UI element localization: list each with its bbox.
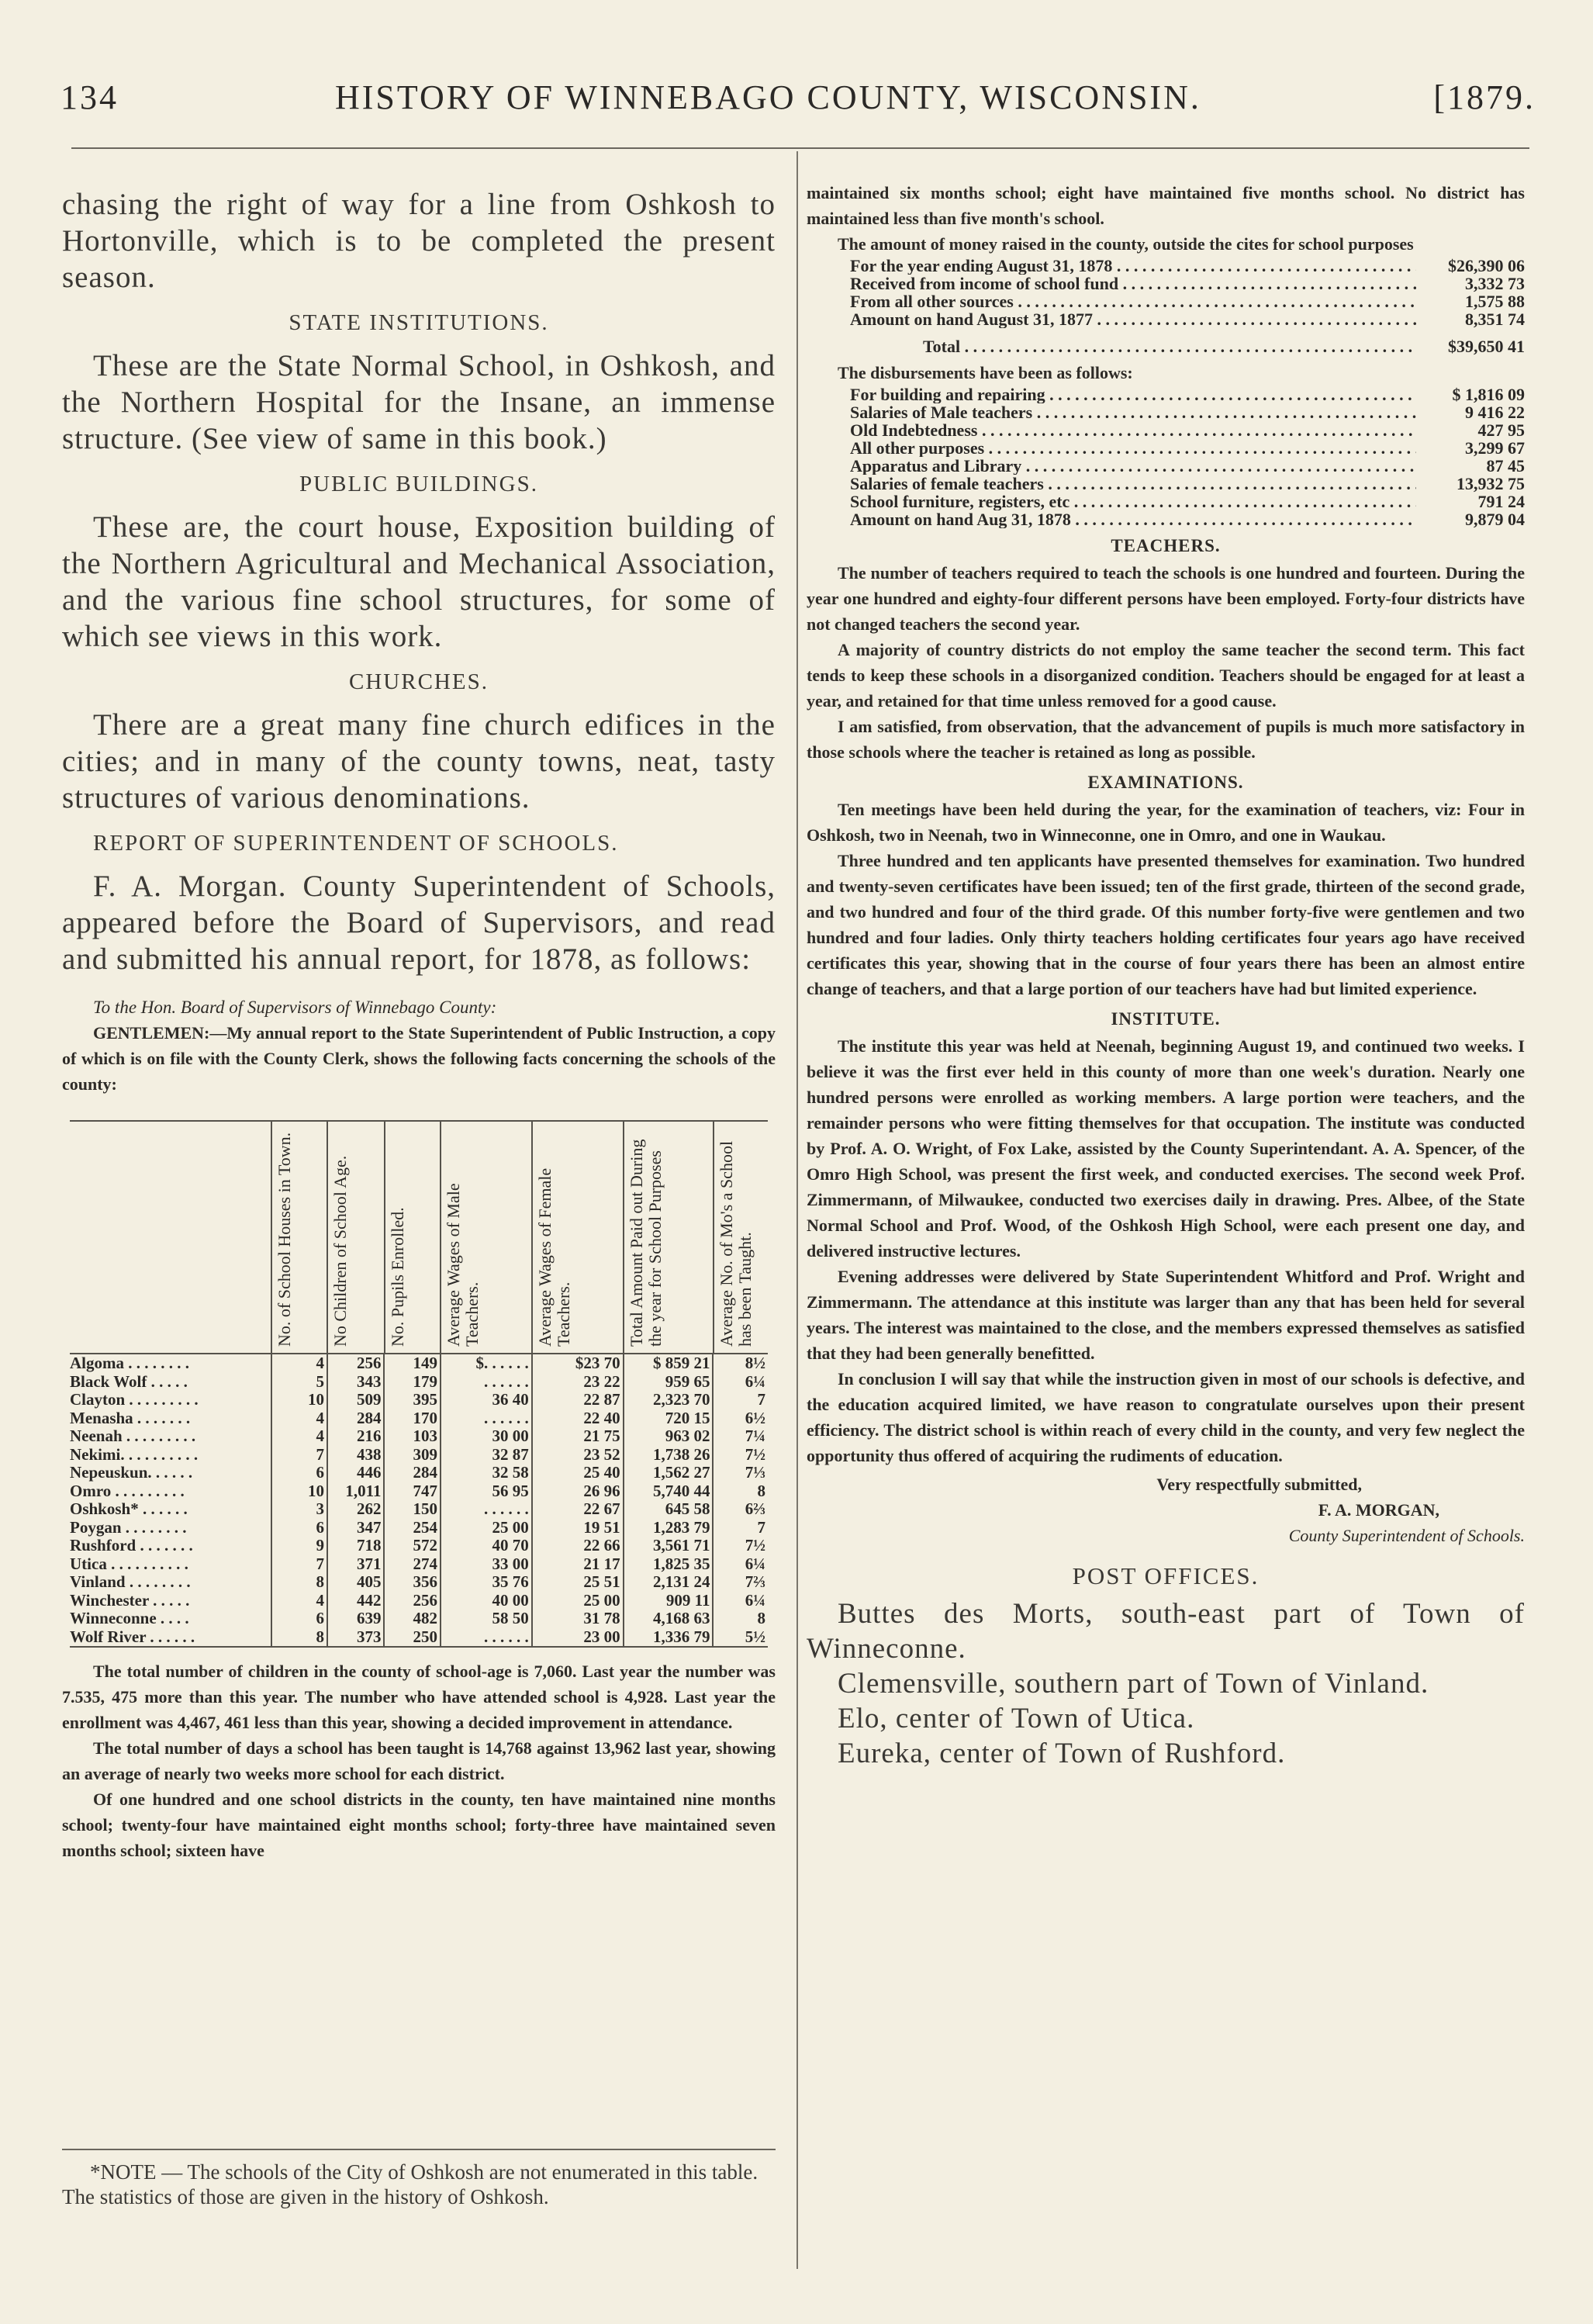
item-amount: 427 95: [1477, 420, 1525, 440]
teachers-paragraph-3: I am satisfied, from observation, that the advancement of pupils is much more satisfactory in those schools where the teacher is retained as long as possible.: [807, 717, 1525, 762]
running-year: [1879.: [1433, 78, 1536, 116]
item-label: Old Indebtedness . . .: [850, 421, 1416, 439]
town-name-cell: Vinland . . . . . . . .: [70, 1573, 191, 1591]
town-name-cell: Wolf River . . . . . .: [70, 1627, 195, 1646]
disbursement-row: [850, 403, 1525, 421]
item-label: Amount on hand Aug 31, 1878 . . .: [850, 510, 1416, 528]
table-row: [70, 1464, 768, 1482]
item-amount: 9 416 22: [1465, 403, 1525, 422]
disbursement-row: [850, 493, 1525, 510]
table-cell: 40 00: [440, 1592, 531, 1610]
table-cell: 405: [327, 1573, 383, 1592]
table-cell: 5½: [712, 1628, 768, 1647]
exam-paragraph-1: Ten meetings have been held during the year, for the examination of teachers, viz: Four in Oshkosh, two in Neenah, two in Winneconne, one in Omro, and one in Waukau.: [807, 800, 1525, 845]
table-cell: 5,740 44: [623, 1482, 713, 1501]
table-header: [327, 1122, 383, 1353]
table-header-label: Total Amount Paid out During the year for School Purposes: [626, 1139, 665, 1347]
post-office-item: Eureka, center of Town of Rushford.: [838, 1738, 1286, 1769]
table-row: [70, 1500, 768, 1519]
table-cell: 23 52: [531, 1446, 623, 1465]
report-letter: [62, 994, 776, 1097]
state-institutions-text: These are the State Normal School, in Oshkosh, and the Northern Hospital for the Insane, an immense structure. (See view of same in this book.): [62, 349, 776, 455]
table-header-row: [70, 1122, 768, 1354]
days-paragraph: The total number of days a school has been taught is 14,768 against 13,962 last year, showing an average of nearly two weeks more school for each district.: [62, 1738, 776, 1783]
disbursement-row: [850, 457, 1525, 475]
table-cell: 909 11: [623, 1592, 713, 1610]
table-cell: 720 15: [623, 1409, 713, 1428]
table-header-label: No. of School Houses in Town.: [274, 1132, 294, 1347]
item-amount: 3,332 73: [1465, 274, 1525, 293]
table-cell: 343: [327, 1373, 383, 1392]
table-cell: 7⅓: [712, 1464, 768, 1482]
table-cell: 509: [327, 1391, 383, 1409]
table-cell: 7: [271, 1555, 327, 1574]
table-cell: 8: [271, 1573, 327, 1592]
table-cell: 446: [327, 1464, 383, 1482]
state-institutions-heading: STATE INSTITUTIONS.: [289, 310, 549, 335]
table-cell: 6½: [712, 1409, 768, 1428]
post-office-item: Clemensville, southern part of Town of Vinland.: [838, 1668, 1429, 1700]
item-label: Received from income of school fund . . .: [850, 275, 1416, 292]
table-cell: 373: [327, 1628, 383, 1647]
table-cell: . . . . . .: [440, 1500, 531, 1519]
table-cell: 1,336 79: [623, 1628, 713, 1647]
disbursement-row: [850, 421, 1525, 439]
item-amount: 3,299 67: [1465, 438, 1525, 458]
item-label: Salaries of Male teachers . . .: [850, 403, 1416, 421]
table-cell: . . . . . .: [440, 1409, 531, 1428]
table-cell: 572: [383, 1537, 440, 1555]
table-cell: 8½: [712, 1354, 768, 1373]
table-cell: 1,562 27: [623, 1464, 713, 1482]
table-cell: 6¼: [712, 1592, 768, 1610]
teachers-paragraph-1: The number of teachers required to teach the schools is one hundred and fourteen. During the year one hundred and eighty-four different persons have been employed. Forty-four districts have not changed teachers the second year.: [807, 563, 1525, 634]
institute-paragraph-2: Evening addresses were delivered by State Superintendent Whitford and Prof. Wright and Zimmermann. The attendance at this institute was larger than any that has been held for several years. The interest was maintained to the close, and the members expressed themselves as satisfied that they had been generally benefitted.: [807, 1267, 1525, 1363]
town-name-cell: Algoma . . . . . . . .: [70, 1354, 189, 1372]
table-cell: 58 50: [440, 1610, 531, 1628]
table-header-label: Average Wages of Male Teachers.: [443, 1183, 482, 1347]
table-cell: 1,825 35: [623, 1555, 713, 1574]
item-amount: $ 1,816 09: [1452, 385, 1525, 404]
table-cell: 7½: [712, 1446, 768, 1465]
closing: Very respectfully submitted,: [1156, 1475, 1362, 1494]
table-cell: 1,011: [327, 1482, 383, 1501]
table-cell: 6¼: [712, 1373, 768, 1392]
table-cell: 356: [383, 1573, 440, 1592]
table-cell: 22 87: [531, 1391, 623, 1409]
table-cell: 6: [271, 1519, 327, 1537]
table-cell: 284: [327, 1409, 383, 1428]
table-cell: 23 22: [531, 1373, 623, 1392]
table-cell: 256: [327, 1354, 383, 1373]
table-cell: 22 66: [531, 1537, 623, 1555]
receipt-row: [850, 257, 1525, 275]
table-cell: 3,561 71: [623, 1537, 713, 1555]
post-offices-heading: POST OFFICES.: [1072, 1562, 1260, 1589]
table-cell: 639: [327, 1610, 383, 1628]
table-cell: 395: [383, 1391, 440, 1409]
table-cell: 103: [383, 1427, 440, 1446]
table-cell: 8: [712, 1610, 768, 1628]
right-text: [807, 180, 1525, 257]
table-cell: 6: [271, 1610, 327, 1628]
table-cell: 442: [327, 1592, 383, 1610]
table-cell: 5: [271, 1373, 327, 1392]
table-cell: 4,168 63: [623, 1610, 713, 1628]
table-cell: 22 67: [531, 1500, 623, 1519]
table-cell: 8: [712, 1482, 768, 1501]
intro-paragraph: chasing the right of way for a line from Oshkosh to Hortonville, which is to be completed the present season.: [62, 188, 776, 294]
children-paragraph: The total number of children in the county of school-age is 7,060. Last year the number was 7.535, 475 more than this year. The number who have attended school is 4,928. Last year the enrollment was 4,467, 461 less than this year, showing a decided improvement in attendance.: [62, 1662, 776, 1732]
table-cell: 25 00: [531, 1592, 623, 1610]
table-cell: 10: [271, 1482, 327, 1501]
receipts-total: [923, 337, 1525, 355]
table-cell: 309: [383, 1446, 440, 1465]
table-row: [70, 1537, 768, 1555]
table-row: [70, 1391, 768, 1409]
table-cell: 25 40: [531, 1464, 623, 1482]
town-name-cell: Utica . . . . . . . . . .: [70, 1555, 188, 1573]
churches-heading: CHURCHES.: [349, 669, 489, 694]
table-header-label: No. Pupils Enrolled.: [387, 1207, 407, 1347]
item-label: All other purposes . . .: [850, 439, 1416, 457]
header-rule: [71, 147, 1529, 149]
table-cell: 19 51: [531, 1519, 623, 1537]
table-cell: 963 02: [623, 1427, 713, 1446]
total-value: $39,650 41: [1448, 337, 1525, 356]
table-cell: 254: [383, 1519, 440, 1537]
table-cell: 8: [271, 1628, 327, 1647]
table-cell: . . . . . .: [440, 1373, 531, 1392]
town-name-cell: Omro . . . . . . . . .: [70, 1482, 185, 1500]
table-cell: 25 51: [531, 1573, 623, 1592]
table-cell: . . . . . .: [440, 1628, 531, 1647]
exam-paragraph-2: Three hundred and ten applicants have presented themselves for examination. Two hundred and twenty-seven certificates have been issued; ten of the first grade, thirteen of the second grade, and two hundred and four of the third grade. Of this number forty-five were gentlemen and two hundred and four ladies. Only thirty teachers holding certificates four years ago have received certificates this year, showing that in the course of four years there has been an almost entire change of teachers, and that a large portion of our teachers have had but limited experience.: [807, 851, 1525, 998]
table-cell: 2,323 70: [623, 1391, 713, 1409]
table-cell: 256: [383, 1592, 440, 1610]
table-cell: 31 78: [531, 1610, 623, 1628]
table-cell: 284: [383, 1464, 440, 1482]
page-header: [47, 78, 1543, 124]
item-amount: 13,932 75: [1457, 474, 1525, 493]
town-name-cell: Clayton . . . . . . . . .: [70, 1391, 199, 1409]
left-large-text: [62, 186, 776, 977]
item-label: School furniture, registers, etc . . .: [850, 493, 1416, 510]
receipts-list: [807, 257, 1525, 328]
town-name-cell: Neenah . . . . . . . . .: [70, 1427, 196, 1445]
table-header-town: [70, 1122, 271, 1353]
disbursement-row: [850, 510, 1525, 528]
gentlemen-paragraph: GENTLEMEN:—My annual report to the State Superintendent of Public Instruction, a copy of which is on file with the County Clerk, shows the following facts concerning the schools of the county:: [62, 1023, 776, 1094]
town-name-cell: Nekimi. . . . . . . . . .: [70, 1445, 199, 1464]
table-row: [70, 1427, 768, 1446]
table-body: [70, 1354, 768, 1646]
footnote: *NOTE — The schools of the City of Oshkosh are not enumerated in this table. The statistics of those are given in the history of Oshkosh.: [62, 2149, 776, 2209]
town-name-cell: Poygan . . . . . . . .: [70, 1518, 187, 1537]
table-row: [70, 1628, 768, 1647]
table-cell: 149: [383, 1354, 440, 1373]
table-cell: 4: [271, 1427, 327, 1446]
table-cell: 23 00: [531, 1628, 623, 1647]
report-text: F. A. Morgan. County Superintendent of Schools, appeared before the Board of Supervisors, and read and submitted his annual report, for 1878, as follows:: [62, 870, 776, 976]
table-cell: 718: [327, 1537, 383, 1555]
receipt-row: [850, 292, 1525, 310]
table-cell: 32 87: [440, 1446, 531, 1465]
table-cell: 1,283 79: [623, 1519, 713, 1537]
post-office-item: Buttes des Morts, south-east part of Town of Winneconne.: [807, 1598, 1525, 1665]
table-cell: 6¼: [712, 1555, 768, 1574]
table-row: [70, 1519, 768, 1537]
table-cell: 10: [271, 1391, 327, 1409]
table-row: [70, 1592, 768, 1610]
public-buildings-text: These are, the court house, Exposition building of the Northern Agricultural and Mechanical Association, and the various fine school structures, for some of which see views in this work.: [62, 510, 776, 653]
table-cell: 4: [271, 1354, 327, 1373]
table-cell: 482: [383, 1610, 440, 1628]
town-name-cell: Black Wolf . . . . .: [70, 1372, 188, 1391]
table-cell: 347: [327, 1519, 383, 1537]
disbursement-intro: [807, 360, 1525, 386]
table-cell: 170: [383, 1409, 440, 1428]
districts-paragraph: Of one hundred and one school districts in the county, ten have maintained nine months school; twenty-four have maintained eight months school; forty-three have maintained seven months school; sixteen have: [62, 1790, 776, 1860]
institute-heading: INSTITUTE.: [1111, 1009, 1221, 1029]
table-cell: $. . . . . .: [440, 1354, 531, 1373]
table-cell: 56 95: [440, 1482, 531, 1501]
table-cell: 371: [327, 1555, 383, 1574]
table-row: [70, 1610, 768, 1628]
table-header-label: No Children of School Age.: [330, 1155, 351, 1347]
table-cell: 33 00: [440, 1555, 531, 1574]
item-amount: 9,879 04: [1465, 510, 1525, 529]
table-cell: 2,131 24: [623, 1573, 713, 1592]
table-row: [70, 1573, 768, 1592]
item-label: Amount on hand August 31, 1877 . . .: [850, 310, 1416, 328]
disbursement-row: [850, 475, 1525, 493]
table-cell: 7½: [712, 1537, 768, 1555]
table-header: [440, 1122, 531, 1353]
table-row: [70, 1555, 768, 1574]
left-column: [62, 186, 776, 1863]
table-cell: 22 40: [531, 1409, 623, 1428]
table-cell: 150: [383, 1500, 440, 1519]
table-cell: 1,738 26: [623, 1446, 713, 1465]
item-amount: 791 24: [1477, 492, 1525, 511]
table-cell: 438: [327, 1446, 383, 1465]
item-label: Apparatus and Library . . .: [850, 457, 1416, 475]
table-cell: 4: [271, 1409, 327, 1428]
schools-table: [70, 1120, 768, 1648]
table-cell: 7: [712, 1391, 768, 1409]
table-cell: 274: [383, 1555, 440, 1574]
table-header-label: Average No. of Mo's a School has been Taught.: [716, 1140, 755, 1347]
disbursements-list: [807, 386, 1525, 528]
column-rule: [796, 151, 798, 2269]
money-paragraph: The amount of money raised in the county, outside the cites for school purposes: [838, 234, 1414, 254]
table-header: [713, 1122, 768, 1353]
table-row: [70, 1409, 768, 1428]
table-cell: 959 65: [623, 1373, 713, 1392]
table-cell: 30 00: [440, 1427, 531, 1446]
teachers-paragraph-2: A majority of country districts do not employ the same teacher the second term. This fact tends to keep these schools in a disorganized condition. Teachers should be engaged for at least a year, and retained for that time unless removed for a good cause.: [807, 640, 1525, 711]
running-title: HISTORY OF WINNEBAGO COUNTY, WISCONSIN.: [335, 78, 1201, 116]
report-heading: REPORT OF SUPERINTENDENT OF SCHOOLS.: [93, 831, 619, 856]
item-label: For the year ending August 31, 1878 . . .: [850, 257, 1416, 275]
table-cell: $ 859 21: [623, 1354, 713, 1373]
address-line: To the Hon. Board of Supervisors of Winnebago County:: [93, 998, 497, 1017]
table-cell: 262: [327, 1500, 383, 1519]
churches-text: There are a great many fine church edifices in the cities; and in many of the county towns, neat, tasty structures of various denominations.: [62, 708, 776, 814]
table-cell: 21 75: [531, 1427, 623, 1446]
table-cell: 7: [271, 1446, 327, 1465]
table-cell: 216: [327, 1427, 383, 1446]
table-cell: 747: [383, 1482, 440, 1501]
table-row: [70, 1354, 768, 1373]
receipt-row: [850, 310, 1525, 328]
table-cell: 3: [271, 1500, 327, 1519]
table-cell: 7: [712, 1519, 768, 1537]
right-sections: [807, 533, 1525, 1548]
table-cell: 7¼: [712, 1427, 768, 1446]
table-row: [70, 1446, 768, 1465]
table-cell: 6⅔: [712, 1500, 768, 1519]
table-cell: 6: [271, 1464, 327, 1482]
table-cell: 35 76: [440, 1573, 531, 1592]
item-label: For building and repairing . . .: [850, 386, 1416, 403]
town-name-cell: Winchester . . . . .: [70, 1591, 190, 1610]
right-column: [807, 180, 1525, 1771]
table-header-label: Average Wages of Female Teachers.: [534, 1167, 573, 1347]
table-cell: 7⅔: [712, 1573, 768, 1592]
table-header: [271, 1122, 327, 1353]
town-name-cell: Oshkosh* . . . . . .: [70, 1500, 188, 1518]
table-cell: $23 70: [531, 1354, 623, 1373]
receipt-row: [850, 275, 1525, 292]
town-name-cell: Winneconne . . . .: [70, 1610, 189, 1627]
institute-paragraph-1: The institute this year was held at Neenah, beginning August 19, and continued two weeks. I believe it was the first ever held in this county of more than one week's duration. Nearly one hundred persons were enrolled as working members. A large portion were teachers, and the remainder persons who were fitting themselves for that occupation. The institute was conducted by Prof. A. O. Wright, of Fox Lake, assisted by the County Superintendant. A. A. Spencer, of the Omro High School, was present the first week, and conducted exercises. The second week Prof. Zimmermann, of Milwaukee, conducted two exercises daily in drawing. Pres. Albee, of the State Normal School and Prof. Wood, of the Oshkosh High School, were each present one day, and delivered instructive lectures.: [807, 1036, 1525, 1261]
table-cell: 25 00: [440, 1519, 531, 1537]
table-row: [70, 1373, 768, 1392]
months-paragraph: maintained six months school; eight have maintained five months school. No district has maintained less than five month's school.: [807, 183, 1525, 228]
total-label: Total . . .: [923, 337, 1416, 355]
town-name-cell: Rushford . . . . . . .: [70, 1537, 193, 1555]
table-cell: 9: [271, 1537, 327, 1555]
table-cell: 179: [383, 1373, 440, 1392]
teachers-heading: TEACHERS.: [1111, 536, 1221, 555]
table-cell: 250: [383, 1628, 440, 1647]
town-name-cell: Menasha . . . . . . .: [70, 1409, 191, 1427]
disbursement-row: [850, 439, 1525, 457]
signer-title: County Superintendent of Schools.: [1288, 1526, 1525, 1545]
institute-paragraph-3: In conclusion I will say that while the instruction given in most of our schools is defective, and the education acquired limited, we have reason to congratulate ourselves upon their present efficiency. The district school is within reach of every child in the county, and very few neglect the opportunity thus offered of acquiring the rudiments of education.: [807, 1369, 1525, 1465]
disbursement-intro-text: The disbursements have been as follows:: [838, 363, 1133, 382]
town-name-cell: Nepeuskun. . . . . .: [70, 1464, 193, 1482]
page-number: 134: [60, 78, 119, 116]
item-label: From all other sources . . .: [850, 292, 1416, 310]
after-table-text: [62, 1658, 776, 1863]
post-office-item: Elo, center of Town of Utica.: [838, 1703, 1195, 1734]
table-cell: 4: [271, 1592, 327, 1610]
item-amount: 8,351 74: [1465, 310, 1525, 329]
table-row: [70, 1482, 768, 1501]
table-cell: 26 96: [531, 1482, 623, 1501]
examinations-heading: EXAMINATIONS.: [1087, 773, 1244, 792]
table-cell: 36 40: [440, 1391, 531, 1409]
item-amount: $26,390 06: [1448, 256, 1525, 275]
signer: F. A. MORGAN,: [1318, 1500, 1439, 1520]
post-offices-list: [807, 1596, 1525, 1771]
table-header: [623, 1122, 713, 1353]
item-label: Salaries of female teachers . . .: [850, 475, 1416, 493]
public-buildings-heading: PUBLIC BUILDINGS.: [299, 472, 538, 496]
table-cell: 40 70: [440, 1537, 531, 1555]
item-amount: 1,575 88: [1465, 292, 1525, 311]
disbursement-row: [850, 386, 1525, 403]
table-header: [531, 1122, 623, 1353]
table-cell: 21 17: [531, 1555, 623, 1574]
table-cell: 645 58: [623, 1500, 713, 1519]
item-amount: 87 45: [1486, 456, 1525, 476]
table-cell: 32 58: [440, 1464, 531, 1482]
table-header: [384, 1122, 440, 1353]
